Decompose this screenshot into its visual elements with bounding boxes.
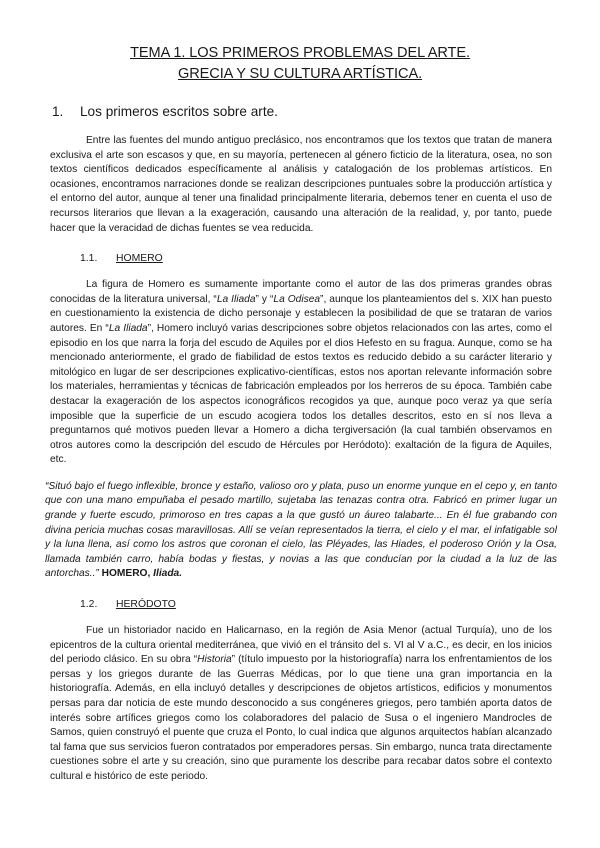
intro-paragraph: Entre las fuentes del mundo antiguo preclásico, nos encontramos que los textos que tratan de manera exclusiva el arte son escasos y que, en su mayoría, pertenecen al género ficticio de la literatura, osea, no son textos científicos dedicados específicamente al análisis y catalogación de los problemas artísticos. En ocasiones, encontramos narraciones donde se realizan descripciones puntuales sobre la producción artística y el entorno del autor, aunque al tener una finalidad principalmente literaria, debemos tener en cuenta el uso de recursos literarios que llevan a la exageración, causando una alteración de la realidad, y, por tanto, puede hacer que la veracidad de dichas fuentes se vea reducida. (50, 135, 552, 234)
work-title: Historia (197, 654, 232, 666)
text-run: ” (título impuesto por la historiografía) narra los enfrentamientos de los persas y los griegos durante de las Guerras Médicas, por lo que tiene una gran importancia en la historiografía. Además, en ella incluyó detalles y descripciones de objetos artísticos, edificios y monumentos persas para dar noticia de este mundo desconocido a sus congéneres griegos, pero también aporta datos de interés sobre artífices griegos como los colaboradores del palacio de Susa o el ingeniero Mandrocles de Samos, quien construyó el puente que cruza el Ponto, lo cual indica que algunos arquitectos habían alcanzado tal fama que sus servicios fueron contratados por emperadores persas. Sin embargo, nunca trata directamente cuestiones sobre el arte y su creación, sino que puramente los describe para recabar datos sobre el contexto cultural e histórico de este periodo. (50, 654, 552, 782)
text-run: Fue un historiador nacido en Halicarnaso, en la región de Asia Menor (actual Turquía), uno de los epicentros de la cultura oriental mediterránea, que vivió en el tránsito del s. VI al V a.C., es decir, en los inicios del periodo clásico. En su obra “ (50, 625, 552, 666)
quote-text: “Situó bajo el fuego inflexible, bronce y estaño, valioso oro y plata, puso un enorme yunque en el cepo y, en tanto que con una mano empuñaba el pesado martillo, sujetaba las tenazas contra otra. Fabricó en primer lugar un grande y fuerte escudo, primoroso en tres capas a la que gustó un áureo talabarte... En él fue grabando con divina pericia muchas cosas maravillosas. Allí se veían representados la tierra, el cielo y el mar, el infatigable sol y la luna llena, así como los astros que coronan el cielo, las Pléyades, las Hiades, el poderoso Orión y la Osa, llamada también carro, había bodas y fiestas, y novias a las que conducían por la ciudad a la luz de las antorchas..” (45, 480, 557, 580)
subsection-title: HERÓDOTO (116, 599, 176, 611)
text-run: ”, aunque los planteamientos del s. XIX han puesto en cuestionamiento la existencia de dicho personaje y establecen la posibilidad de que se trataran de varios autores. En “ (50, 293, 552, 334)
section-heading-1 (52, 103, 600, 120)
homero-paragraph (50, 278, 552, 468)
work-title: La Iliada (108, 322, 148, 334)
herodoto-paragraph (50, 624, 552, 785)
subsection-number: 1.1. (80, 253, 98, 265)
quote-source (102, 568, 182, 579)
title-line-2: GRECIA Y SU CULTURA ARTÍSTICA. (177, 66, 423, 82)
work-title: La Odisea (273, 293, 321, 305)
subsection-heading-homero (80, 252, 600, 266)
text-run: ”, Homero incluyó varias descripciones sobre objetos relacionados con las artes, como el episodio en los que narra la forja del escudo de Aquiles por el dios Hefesto en su fragua. Aunque, como se ha mencionado anteriormente, el grado de fiabilidad de estos textos es reducido debido a su carácter literario y mitológico en lugar de ser descripciones explicativo-científicas, estos nos aportan relevante información sobre los materiales, herramientas y técnicas de fabricación empleados por los herreros de su época. También cabe destacar la exageración de los aspectos iconográficos recogidos ya que, aunque poco veraz ya que sería imposible que la superficie de un escudo acogiera todos los detalles descritos, esto en sí nos lleva a preguntarnos qué motivos pueden llevar a Homero a dicha tergiversación (la cual también observamos en otros autores como la descripción del escudo de Hércules por Heródoto): exaltación de la figura de Aquiles, etc. (50, 322, 552, 466)
title-line-1: TEMA 1. LOS PRIMEROS PROBLEMAS DEL ARTE. (130, 45, 470, 61)
quote-author: HOMERO, (101, 568, 151, 580)
document-title (0, 43, 600, 85)
quote-work: Iliada. (153, 568, 183, 580)
text-run: ” y “ (255, 293, 274, 305)
section-title: Los primeros escritos sobre arte. (80, 104, 278, 119)
subsection-title: HOMERO (116, 253, 163, 265)
homero-quote (45, 480, 557, 582)
subsection-heading-herodoto (80, 598, 600, 612)
subsection-number: 1.2. (80, 599, 98, 611)
section-number: 1. (52, 104, 64, 119)
text-run: La figura de Homero es sumamente importante como el autor de las dos primeras grandes obras conocidas de la literatura universal, “ (50, 279, 552, 305)
work-title: La Iliada (216, 293, 256, 305)
